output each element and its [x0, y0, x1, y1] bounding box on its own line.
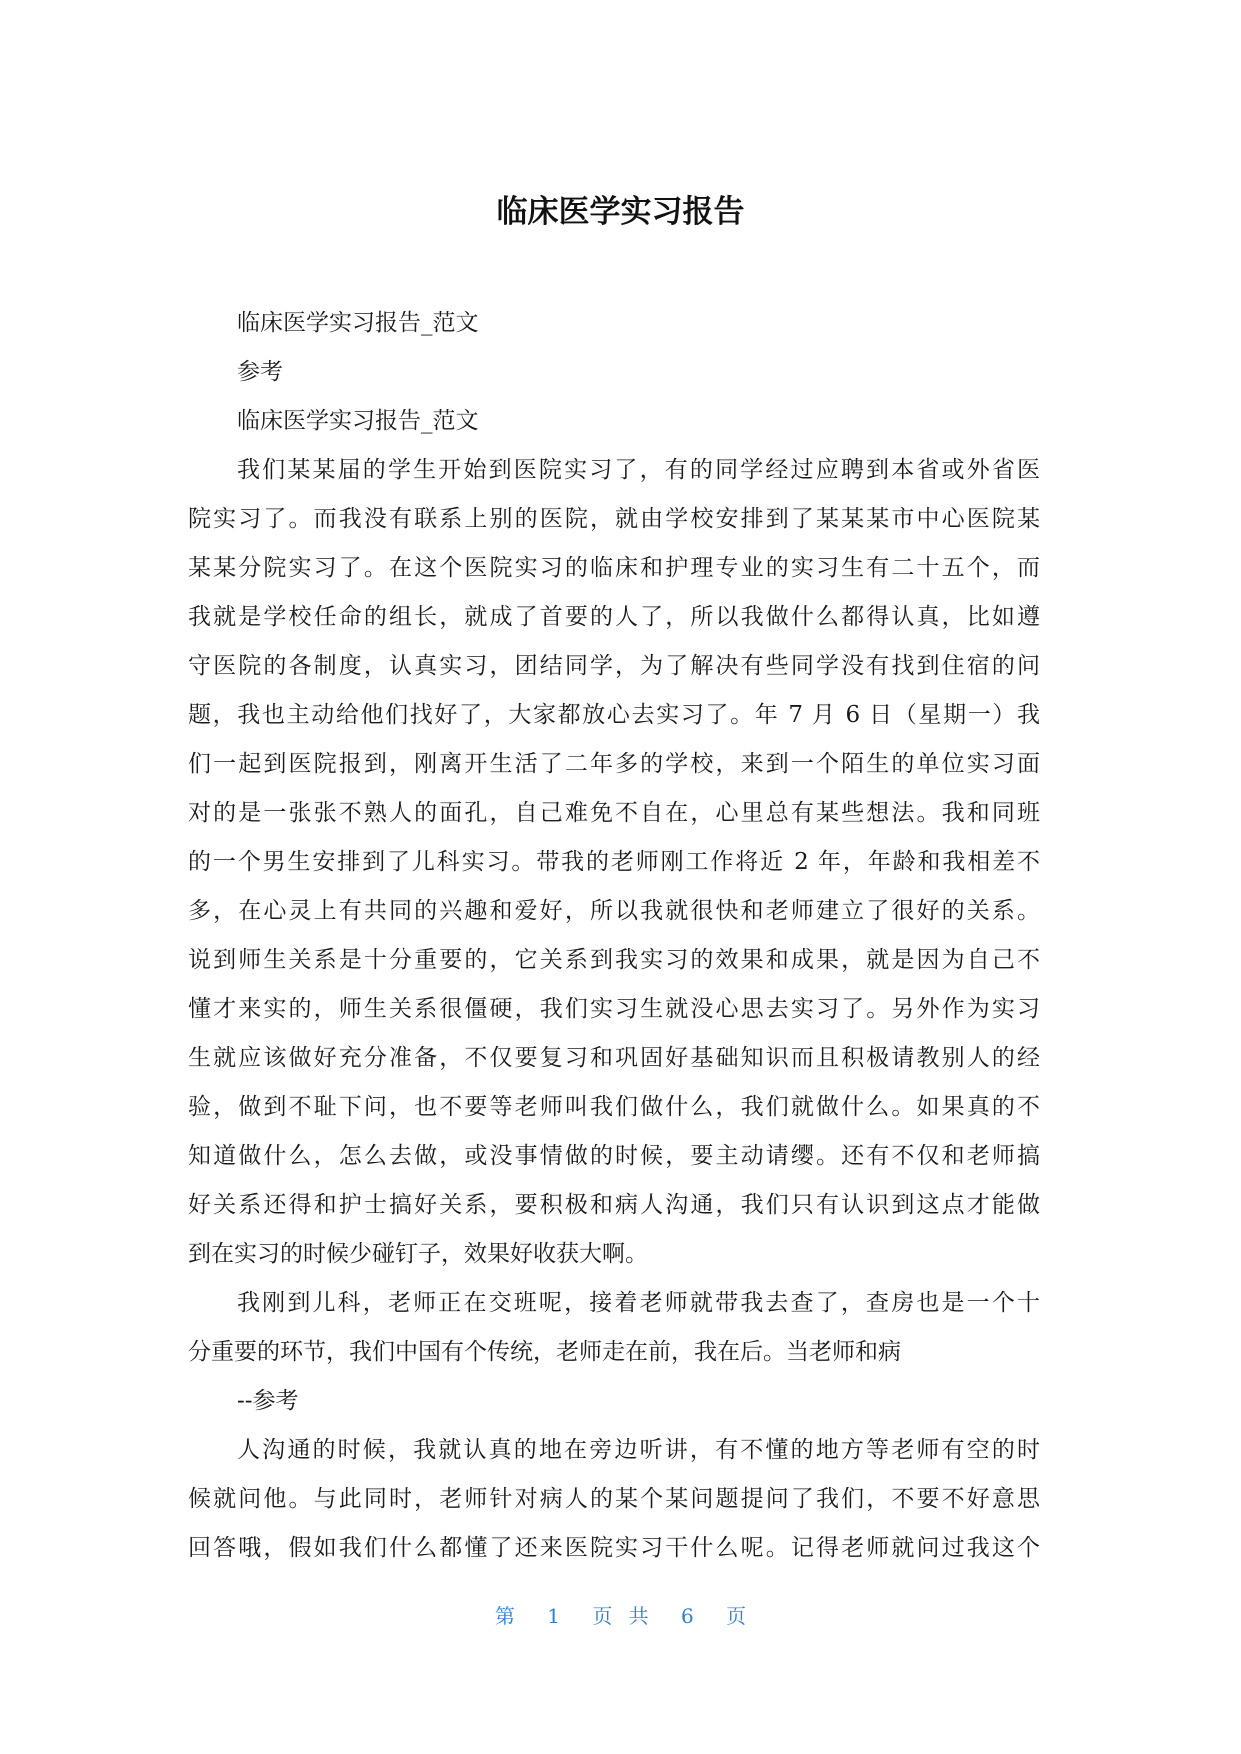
text-line: 好关系还得和护士搞好关系，要积极和病人沟通，我们只有认识到这点才能做: [188, 1192, 1040, 1218]
text-line: 院实习了。而我没有联系上别的医院，就由学校安排到了某某某市中心医院某: [188, 506, 1040, 532]
text-line: 说到师生关系是十分重要的，它关系到我实习的效果和成果，就是因为自己不: [188, 947, 1040, 973]
text-line: 分重要的环节，我们中国有个传统，老师走在前，我在后。当老师和病: [188, 1339, 901, 1365]
text-line: 到在实习的时候少碰钉子，效果好收获大啊。: [188, 1241, 648, 1267]
paragraph: [188, 446, 1040, 1279]
text-line: 人沟通的时候，我就认真的地在旁边听讲，有不懂的地方等老师有空的时: [237, 1437, 1040, 1463]
text-line: 懂才来实的，师生关系很僵硬，我们实习生就没心思去实习了。另外作为实习: [188, 996, 1040, 1022]
document-title: 临床医学实习报告: [496, 194, 745, 230]
paragraph: [188, 348, 1040, 397]
text-line: 们一起到医院报到，刚离开生活了二年多的学校，来到一个陌生的单位实习面: [188, 751, 1040, 777]
footer-middle: 页 共: [592, 1604, 649, 1628]
text-line: 守医院的各制度，认真实习，团结同学，为了解决有些同学没有找到住宿的问: [188, 653, 1040, 679]
footer-prefix: 第: [494, 1604, 515, 1628]
text-line: 题，我也主动给他们找好了，大家都放心去实习了。年 7 月 6 日（星期一）我: [188, 702, 1040, 728]
text-line: 候就问他。与此同时，老师针对病人的某个某问题提问了我们，不要不好意思: [188, 1486, 1040, 1512]
text-line: 的一个男生安排到了儿科实习。带我的老师刚工作将近 2 年，年龄和我相差不: [188, 849, 1040, 875]
text-line: 我就是学校任命的组长，就成了首要的人了，所以我做什么都得认真，比如遵: [188, 604, 1040, 630]
text-line: 验，做到不耻下问，也不要等老师叫我们做什么，我们就做什么。如果真的不: [188, 1094, 1040, 1120]
text-line: 生就应该做好充分准备，不仅要复习和巩固好基础知识而且积极请教别人的经: [188, 1045, 1040, 1071]
text-line: 回答哦，假如我们什么都懂了还来医院实习干什么呢。记得老师就问过我这个: [188, 1535, 1040, 1561]
text-line: 多，在心灵上有共同的兴趣和爱好，所以我就很快和老师建立了很好的关系。: [188, 898, 1040, 924]
text-line: 临床医学实习报告_范文: [237, 408, 479, 434]
text-line: 知道做什么，怎么去做，或没事情做的时候，要主动请缨。还有不仅和老师搞: [188, 1143, 1040, 1169]
paragraph: [188, 1426, 1040, 1573]
document-body: [188, 299, 1040, 1573]
paragraph: [188, 299, 1040, 348]
paragraph: [188, 397, 1040, 446]
page-footer: [0, 1600, 1241, 1629]
footer-current-page: 1: [547, 1604, 560, 1628]
text-line: 参考: [237, 359, 283, 385]
text-line: 某某分院实习了。在这个医院实习的临床和护理专业的实习生有二十五个，而: [188, 555, 1040, 581]
text-line: 我刚到儿科，老师正在交班呢，接着老师就带我去查了，查房也是一个十: [237, 1290, 1040, 1316]
text-line: --参考: [237, 1388, 299, 1414]
text-line: 对的是一张张不熟人的面孔，自己难免不自在，心里总有某些想法。我和同班: [188, 800, 1040, 826]
text-line: 我们某某届的学生开始到医院实习了，有的同学经过应聘到本省或外省医: [237, 457, 1040, 483]
footer-total-pages: 6: [681, 1604, 694, 1628]
paragraph: [188, 1377, 1040, 1426]
paragraph: [188, 1279, 1040, 1377]
footer-suffix: 页: [726, 1604, 747, 1628]
text-line: 临床医学实习报告_范文: [237, 310, 479, 336]
